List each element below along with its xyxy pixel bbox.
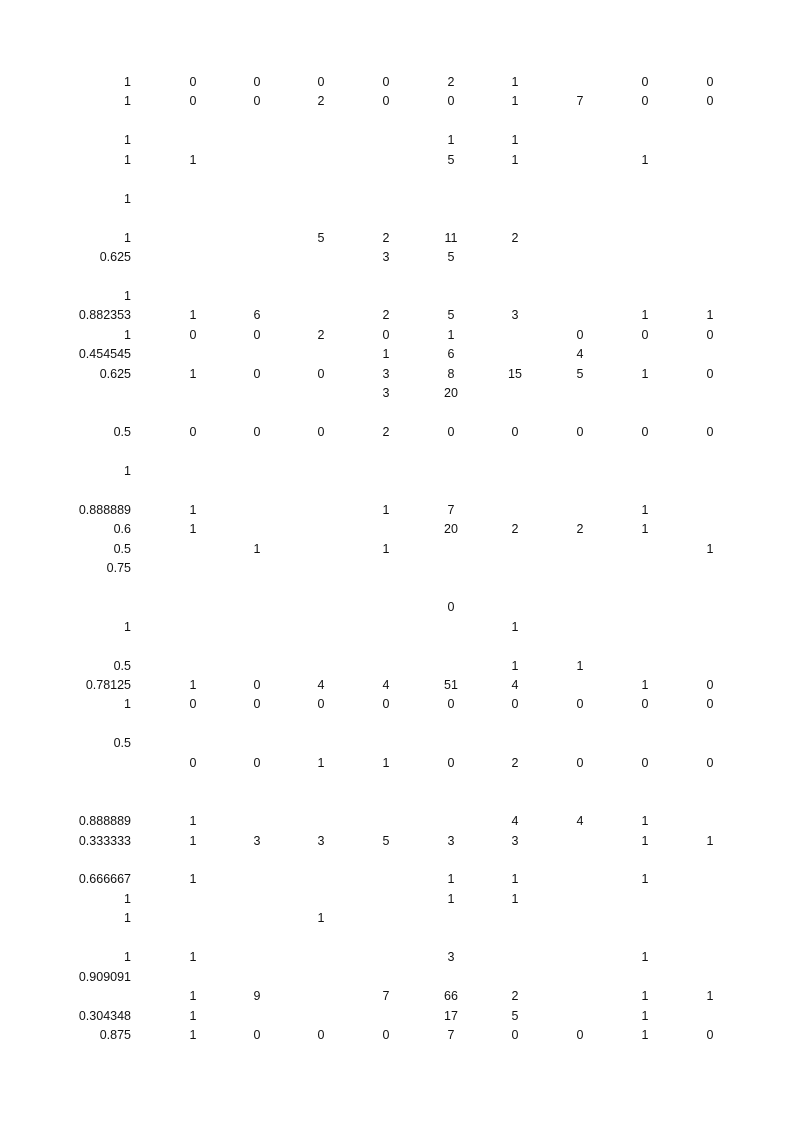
table-cell: 1 xyxy=(124,911,131,926)
table-cell: 0 xyxy=(706,327,714,342)
table-cell: 0.625 xyxy=(99,366,131,381)
table-cell: 2 xyxy=(511,755,519,770)
table-cell: 1 xyxy=(641,833,649,848)
table-cell: 0 xyxy=(641,425,649,440)
table-row xyxy=(0,481,800,499)
table-cell: 0 xyxy=(253,677,261,692)
table-row xyxy=(0,968,800,986)
table-row xyxy=(0,229,800,247)
table-cell: 6 xyxy=(447,347,455,362)
table-cell: 1 xyxy=(317,755,325,770)
table-cell: 2 xyxy=(576,522,584,537)
table-cell: 0 xyxy=(189,94,197,109)
table-cell: 8 xyxy=(447,366,455,381)
table-row xyxy=(0,443,800,461)
table-cell: 1 xyxy=(124,891,131,906)
table-cell: 0 xyxy=(641,697,649,712)
table-cell: 0 xyxy=(706,697,714,712)
table-cell: 66 xyxy=(444,989,458,1004)
table-row xyxy=(0,92,800,110)
table-cell: 1 xyxy=(511,658,519,673)
table-cell: 2 xyxy=(511,522,519,537)
table-cell: 0.882353 xyxy=(78,308,131,323)
table-row xyxy=(0,929,800,947)
table-row xyxy=(0,384,800,402)
table-cell: 0 xyxy=(641,755,649,770)
table-cell: 0 xyxy=(706,677,714,692)
table-cell: 0 xyxy=(447,94,455,109)
table-cell: 3 xyxy=(447,833,455,848)
table-cell: 1 xyxy=(189,308,197,323)
table-cell: 1 xyxy=(189,366,197,381)
table-cell: 0 xyxy=(576,425,584,440)
table-cell: 0 xyxy=(253,75,261,89)
table-cell: 1 xyxy=(189,677,197,692)
table-cell: 3 xyxy=(511,833,519,848)
table-cell: 0.909091 xyxy=(78,969,131,984)
table-cell: 1 xyxy=(641,950,649,965)
table-cell: 0 xyxy=(253,94,261,109)
table-cell: 1 xyxy=(511,619,519,634)
table-cell: 1 xyxy=(641,989,649,1004)
table-cell: 0 xyxy=(706,366,714,381)
table-cell: 3 xyxy=(317,833,325,848)
table-cell: 1 xyxy=(189,989,197,1004)
table-cell: 5 xyxy=(511,1008,519,1023)
table-cell: 0.333333 xyxy=(78,833,131,848)
table-cell: 0 xyxy=(253,425,261,440)
table-cell: 0 xyxy=(576,327,584,342)
table-cell: 0.5 xyxy=(113,425,131,440)
table-cell: 2 xyxy=(382,308,390,323)
table-cell: 0 xyxy=(317,366,325,381)
table-cell: 0 xyxy=(382,75,390,89)
table-cell: 0 xyxy=(253,366,261,381)
table-row xyxy=(0,287,800,305)
table-cell: 0 xyxy=(253,755,261,770)
table-cell: 0 xyxy=(317,697,325,712)
table-cell: 0 xyxy=(317,75,325,89)
table-cell: 3 xyxy=(511,308,519,323)
table-row xyxy=(0,248,800,266)
table-cell: 0 xyxy=(447,755,455,770)
table-row xyxy=(0,423,800,441)
table-row xyxy=(0,812,800,830)
table-cell: 4 xyxy=(511,677,519,692)
table-row xyxy=(0,676,800,694)
table-cell: 1 xyxy=(576,658,584,673)
table-cell: 0 xyxy=(511,1028,519,1043)
table-cell: 4 xyxy=(511,814,519,829)
table-cell: 1 xyxy=(124,619,131,634)
table-cell: 1 xyxy=(641,502,649,517)
table-cell: 11 xyxy=(444,230,458,245)
table-cell: 0 xyxy=(511,697,519,712)
table-cell: 7 xyxy=(447,1028,455,1043)
table-row xyxy=(0,365,800,383)
table-cell: 4 xyxy=(382,677,390,692)
table-row xyxy=(0,793,800,811)
table-cell: 5 xyxy=(447,308,455,323)
table-cell: 1 xyxy=(706,541,714,556)
table-row xyxy=(0,1007,800,1025)
table-cell: 0 xyxy=(189,697,197,712)
table-cell: 0 xyxy=(253,697,261,712)
table-cell: 7 xyxy=(447,502,455,517)
table-row xyxy=(0,637,800,655)
table-row xyxy=(0,345,800,363)
table-cell: 0 xyxy=(447,600,455,615)
table-cell: 0 xyxy=(447,697,455,712)
table-cell: 1 xyxy=(124,152,131,167)
table-cell: 1 xyxy=(124,230,131,245)
table-cell: 5 xyxy=(447,152,455,167)
table-cell: 1 xyxy=(124,950,131,965)
table-row xyxy=(0,112,800,130)
table-cell: 2 xyxy=(382,230,390,245)
table-row xyxy=(0,209,800,227)
table-cell: 1 xyxy=(124,697,131,712)
table-cell: 4 xyxy=(317,677,325,692)
table-cell: 0.888889 xyxy=(78,502,131,517)
table-row xyxy=(0,1026,800,1044)
table-cell: 1 xyxy=(189,814,197,829)
table-row xyxy=(0,909,800,927)
table-cell: 0.304348 xyxy=(78,1008,131,1023)
table-cell: 1 xyxy=(706,308,714,323)
table-cell: 17 xyxy=(444,1008,458,1023)
table-cell: 2 xyxy=(447,75,455,89)
table-row xyxy=(0,754,800,772)
table-cell: 1 xyxy=(189,152,197,167)
table-cell: 2 xyxy=(511,989,519,1004)
table-cell: 0 xyxy=(706,1028,714,1043)
table-cell: 0 xyxy=(382,94,390,109)
table-row xyxy=(0,73,800,91)
table-cell: 0.75 xyxy=(106,561,131,576)
table-cell: 0 xyxy=(576,1028,584,1043)
table-cell: 0 xyxy=(706,755,714,770)
table-cell: 1 xyxy=(189,833,197,848)
table-cell: 1 xyxy=(447,133,455,148)
table-cell: 5 xyxy=(576,366,584,381)
table-cell: 0.5 xyxy=(113,736,131,751)
table-cell: 5 xyxy=(382,833,390,848)
table-cell: 20 xyxy=(444,522,458,537)
table-cell: 3 xyxy=(382,366,390,381)
table-cell: 2 xyxy=(382,425,390,440)
table-cell: 1 xyxy=(511,872,519,887)
table-row xyxy=(0,404,800,422)
table-cell: 1 xyxy=(641,872,649,887)
table-cell: 0 xyxy=(706,75,714,89)
table-cell: 0 xyxy=(253,1028,261,1043)
table-cell: 1 xyxy=(641,152,649,167)
table-cell: 1 xyxy=(382,541,390,556)
table-row xyxy=(0,890,800,908)
table-cell: 0.5 xyxy=(113,541,131,556)
table-row xyxy=(0,462,800,480)
table-cell: 1 xyxy=(382,755,390,770)
table-cell: 1 xyxy=(124,288,131,303)
table-cell: 1 xyxy=(189,522,197,537)
table-row xyxy=(0,559,800,577)
table-cell: 5 xyxy=(447,250,455,265)
table-cell: 3 xyxy=(253,833,261,848)
table-cell: 20 xyxy=(444,386,458,401)
table-row xyxy=(0,520,800,538)
table-row xyxy=(0,695,800,713)
table-cell: 1 xyxy=(641,677,649,692)
table-cell: 1 xyxy=(511,891,519,906)
table-row xyxy=(0,618,800,636)
table-row xyxy=(0,306,800,324)
table-cell: 4 xyxy=(576,814,584,829)
table-cell: 1 xyxy=(317,911,325,926)
table-row xyxy=(0,151,800,169)
table-cell: 2 xyxy=(317,327,325,342)
table-cell: 1 xyxy=(641,1028,649,1043)
table-cell: 0 xyxy=(382,327,390,342)
table-cell: 0 xyxy=(382,1028,390,1043)
table-cell: 1 xyxy=(189,1008,197,1023)
table-row xyxy=(0,734,800,752)
table-cell: 1 xyxy=(511,94,519,109)
table-cell: 0 xyxy=(317,425,325,440)
table-cell: 1 xyxy=(124,464,131,478)
table-row xyxy=(0,715,800,733)
table-row xyxy=(0,501,800,519)
table-cell: 2 xyxy=(511,230,519,245)
table-cell: 0 xyxy=(317,1028,325,1043)
table-row xyxy=(0,190,800,208)
table-cell: 1 xyxy=(641,522,649,537)
table-cell: 3 xyxy=(382,250,390,265)
table-row xyxy=(0,657,800,675)
table-cell: 0 xyxy=(641,327,649,342)
table-cell: 1 xyxy=(382,502,390,517)
table-row xyxy=(0,870,800,888)
table-cell: 4 xyxy=(576,347,584,362)
table-cell: 1 xyxy=(641,308,649,323)
table-cell: 9 xyxy=(253,989,261,1004)
table-cell: 0 xyxy=(382,697,390,712)
table-cell: 1 xyxy=(124,133,131,148)
table-cell: 0 xyxy=(706,94,714,109)
table-cell: 1 xyxy=(124,327,131,342)
table-cell: 1 xyxy=(706,989,714,1004)
table-cell: 5 xyxy=(317,230,325,245)
table-cell: 1 xyxy=(382,347,390,362)
table-row xyxy=(0,170,800,188)
table-cell: 1 xyxy=(706,833,714,848)
table-cell: 1 xyxy=(447,891,455,906)
table-cell: 0 xyxy=(189,75,197,89)
table-cell: 0.888889 xyxy=(78,814,131,829)
table-row xyxy=(0,598,800,616)
table-cell: 1 xyxy=(641,1008,649,1023)
table-cell: 1 xyxy=(124,94,131,109)
table-row xyxy=(0,987,800,1005)
table-row xyxy=(0,851,800,869)
table-cell: 0 xyxy=(641,75,649,89)
table-cell: 0 xyxy=(447,425,455,440)
table-cell: 0 xyxy=(576,755,584,770)
table-cell: 1 xyxy=(511,75,519,89)
table-cell: 15 xyxy=(508,366,522,381)
table-row xyxy=(0,832,800,850)
table-cell: 1 xyxy=(511,133,519,148)
table-cell: 0.5 xyxy=(113,658,131,673)
table-cell: 1 xyxy=(124,75,131,89)
table-cell: 0 xyxy=(511,425,519,440)
table-cell: 0 xyxy=(189,327,197,342)
table-row xyxy=(0,540,800,558)
table-cell: 1 xyxy=(641,814,649,829)
table-row xyxy=(0,326,800,344)
table-cell: 0.625 xyxy=(99,250,131,265)
table-cell: 0 xyxy=(706,425,714,440)
table-cell: 1 xyxy=(189,872,197,887)
table-row xyxy=(0,131,800,149)
table-row xyxy=(0,773,800,791)
table-cell: 1 xyxy=(124,191,131,206)
table-cell: 0 xyxy=(641,94,649,109)
table-cell: 6 xyxy=(253,308,261,323)
table-cell: 51 xyxy=(444,677,458,692)
table-cell: 1 xyxy=(189,502,197,517)
table-row xyxy=(0,948,800,966)
table-cell: 1 xyxy=(641,366,649,381)
table-cell: 7 xyxy=(382,989,390,1004)
table-row xyxy=(0,268,800,286)
table-cell: 0 xyxy=(189,755,197,770)
table-cell: 0.6 xyxy=(113,522,131,537)
table-cell: 3 xyxy=(382,386,390,401)
table-cell: 3 xyxy=(447,950,455,965)
table-cell: 0 xyxy=(253,327,261,342)
table-cell: 1 xyxy=(253,541,261,556)
table-cell: 1 xyxy=(447,327,455,342)
table-cell: 1 xyxy=(447,872,455,887)
table-cell: 0 xyxy=(576,697,584,712)
table-cell: 7 xyxy=(576,94,584,109)
table-cell: 2 xyxy=(317,94,325,109)
table-cell: 0.454545 xyxy=(78,347,131,362)
table-cell: 1 xyxy=(189,950,197,965)
table-cell: 0.666667 xyxy=(78,872,131,887)
table-cell: 0 xyxy=(189,425,197,440)
table-cell: 0.78125 xyxy=(85,677,131,692)
table-cell: 0.875 xyxy=(99,1028,131,1043)
table-row xyxy=(0,579,800,597)
table-cell: 1 xyxy=(189,1028,197,1043)
table-cell: 1 xyxy=(511,152,519,167)
